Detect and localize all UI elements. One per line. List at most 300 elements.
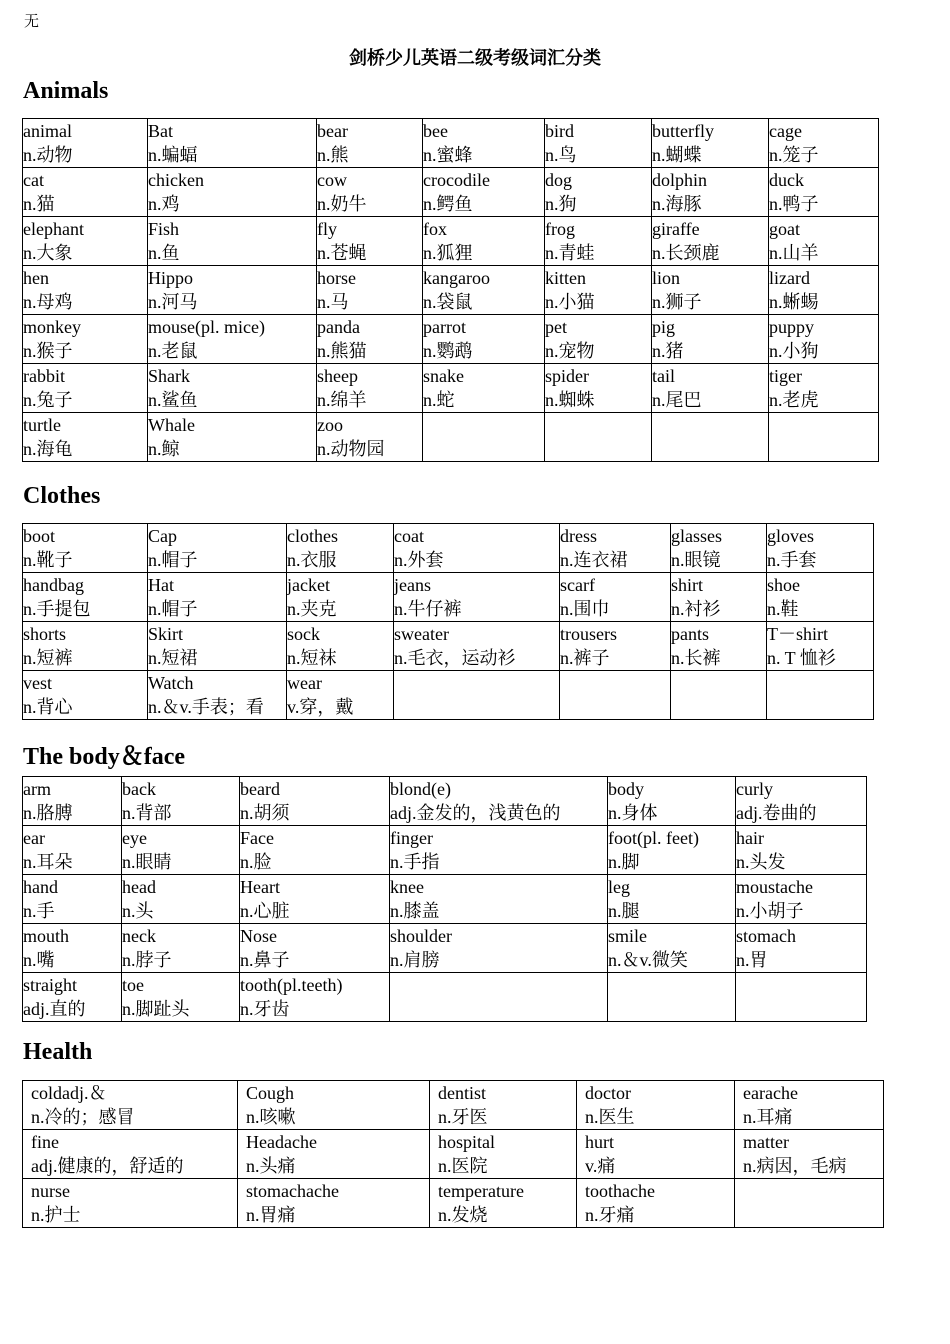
chinese-meaning: n.耳痛 bbox=[743, 1107, 793, 1127]
english-word: blond(e) bbox=[390, 779, 451, 799]
english-word: fly bbox=[317, 219, 337, 239]
chinese-meaning: n.鹦鹉 bbox=[423, 341, 473, 361]
table-row bbox=[23, 622, 874, 671]
vocab-cell bbox=[769, 119, 879, 168]
chinese-meaning: n.肩膀 bbox=[390, 950, 440, 970]
chinese-meaning: v.穿，戴 bbox=[287, 697, 354, 717]
vocab-cell bbox=[423, 119, 545, 168]
vocab-cell bbox=[390, 973, 608, 1022]
vocab-cell bbox=[240, 826, 390, 875]
english-word: parrot bbox=[423, 317, 466, 337]
english-word: hair bbox=[736, 828, 764, 848]
english-word: Nose bbox=[240, 926, 277, 946]
chinese-meaning: n.笼子 bbox=[769, 145, 819, 165]
vocab-cell bbox=[23, 924, 122, 973]
chinese-meaning: n.裤子 bbox=[560, 648, 610, 668]
chinese-meaning: n.尾巴 bbox=[652, 390, 702, 410]
english-word: sheep bbox=[317, 366, 358, 386]
vocab-cell bbox=[240, 924, 390, 973]
english-word: boot bbox=[23, 526, 56, 546]
english-word: bird bbox=[545, 121, 574, 141]
vocab-cell bbox=[390, 924, 608, 973]
table-row bbox=[23, 315, 879, 364]
chinese-meaning: n.手套 bbox=[767, 550, 817, 570]
chinese-meaning: n.鼻子 bbox=[240, 950, 290, 970]
chinese-meaning: n.牛仔裤 bbox=[394, 599, 462, 619]
vocab-cell bbox=[736, 875, 867, 924]
section-heading-clothes: Clothes bbox=[23, 483, 101, 509]
english-word: jacket bbox=[287, 575, 330, 595]
chinese-meaning: n.眼镜 bbox=[671, 550, 721, 570]
chinese-meaning: n.脚趾头 bbox=[122, 999, 190, 1019]
chinese-meaning: n.帽子 bbox=[148, 599, 198, 619]
english-word: kangaroo bbox=[423, 268, 490, 288]
vocab-cell bbox=[122, 973, 240, 1022]
vocab-cell bbox=[608, 973, 736, 1022]
chinese-meaning: n.腿 bbox=[608, 901, 640, 921]
chinese-meaning: n.短袜 bbox=[287, 648, 337, 668]
english-word: frog bbox=[545, 219, 575, 239]
english-word: dolphin bbox=[652, 170, 708, 190]
english-word: crocodile bbox=[423, 170, 490, 190]
english-word: coat bbox=[394, 526, 424, 546]
chinese-meaning: n.母鸡 bbox=[23, 292, 73, 312]
english-word: sock bbox=[287, 624, 320, 644]
chinese-meaning: n.小猫 bbox=[545, 292, 595, 312]
vocab-cell bbox=[394, 671, 560, 720]
chinese-meaning: adj.卷曲的 bbox=[736, 803, 817, 823]
vocab-cell bbox=[430, 1179, 577, 1228]
english-word: arm bbox=[23, 779, 51, 799]
english-word: chicken bbox=[148, 170, 204, 190]
english-word: bee bbox=[423, 121, 448, 141]
chinese-meaning: n.脚 bbox=[608, 852, 640, 872]
vocab-cell bbox=[148, 168, 317, 217]
vocab-cell bbox=[23, 777, 122, 826]
chinese-meaning: v.痛 bbox=[585, 1156, 616, 1176]
chinese-meaning: n.短裤 bbox=[23, 648, 73, 668]
vocab-cell bbox=[767, 524, 874, 573]
chinese-meaning: n.外套 bbox=[394, 550, 444, 570]
english-word: leg bbox=[608, 877, 630, 897]
vocab-cell bbox=[560, 671, 671, 720]
chinese-meaning: n.猪 bbox=[652, 341, 684, 361]
vocab-cell bbox=[769, 266, 879, 315]
english-word: Face bbox=[240, 828, 274, 848]
english-word: curly bbox=[736, 779, 773, 799]
vocab-cell bbox=[23, 1130, 238, 1179]
english-word: lizard bbox=[769, 268, 810, 288]
vocab-cell bbox=[23, 364, 148, 413]
english-word: clothes bbox=[287, 526, 338, 546]
chinese-meaning: n.猴子 bbox=[23, 341, 73, 361]
vocab-cell bbox=[767, 573, 874, 622]
chinese-meaning: n.蛇 bbox=[423, 390, 455, 410]
chinese-meaning: n.鞋 bbox=[767, 599, 799, 619]
chinese-meaning: n.牙痛 bbox=[585, 1205, 635, 1225]
vocab-cell bbox=[240, 875, 390, 924]
english-word: beard bbox=[240, 779, 280, 799]
vocab-cell bbox=[767, 622, 874, 671]
vocab-cell bbox=[122, 875, 240, 924]
vocab-cell bbox=[735, 1081, 884, 1130]
english-word: bear bbox=[317, 121, 348, 141]
vocab-cell bbox=[23, 524, 148, 573]
vocab-cell bbox=[394, 573, 560, 622]
english-word: knee bbox=[390, 877, 424, 897]
english-word: pig bbox=[652, 317, 676, 337]
chinese-meaning: n.身体 bbox=[608, 803, 658, 823]
english-word: coldadj.＆ bbox=[31, 1083, 107, 1103]
vocab-cell bbox=[735, 1130, 884, 1179]
english-word: pet bbox=[545, 317, 567, 337]
english-word: matter bbox=[743, 1132, 789, 1152]
vocab-cell bbox=[23, 875, 122, 924]
english-word: doctor bbox=[585, 1083, 631, 1103]
chinese-meaning: n.胡须 bbox=[240, 803, 290, 823]
chinese-meaning: n.宠物 bbox=[545, 341, 595, 361]
vocab-cell bbox=[652, 266, 769, 315]
chinese-meaning: n.脖子 bbox=[122, 950, 172, 970]
chinese-meaning: n.牙医 bbox=[438, 1107, 488, 1127]
chinese-meaning: n.动物园 bbox=[317, 439, 385, 459]
chinese-meaning: n.河马 bbox=[148, 292, 198, 312]
vocab-cell bbox=[671, 671, 767, 720]
chinese-meaning: n.老鼠 bbox=[148, 341, 198, 361]
chinese-meaning: n.头 bbox=[122, 901, 154, 921]
english-word: vest bbox=[23, 673, 52, 693]
english-word: head bbox=[122, 877, 156, 897]
english-word: turtle bbox=[23, 415, 61, 435]
table-row bbox=[23, 217, 879, 266]
vocab-cell bbox=[390, 777, 608, 826]
english-word: shirt bbox=[671, 575, 704, 595]
english-word: Skirt bbox=[148, 624, 184, 644]
english-word: eye bbox=[122, 828, 147, 848]
chinese-meaning: n.靴子 bbox=[23, 550, 73, 570]
english-word: Cough bbox=[246, 1083, 295, 1103]
english-word: Cap bbox=[148, 526, 177, 546]
english-word: horse bbox=[317, 268, 356, 288]
english-word: toothache bbox=[585, 1181, 655, 1201]
section-heading-animals: Animals bbox=[23, 78, 109, 104]
chinese-meaning: n.熊猫 bbox=[317, 341, 367, 361]
vocab-cell bbox=[652, 315, 769, 364]
chinese-meaning: n.衣服 bbox=[287, 550, 337, 570]
vocab-cell bbox=[287, 573, 394, 622]
vocab-cell bbox=[23, 315, 148, 364]
english-word: Shark bbox=[148, 366, 190, 386]
chinese-meaning: n.手 bbox=[23, 901, 55, 921]
table-row bbox=[23, 266, 879, 315]
vocab-cell bbox=[736, 777, 867, 826]
english-word: lion bbox=[652, 268, 681, 288]
english-word: rabbit bbox=[23, 366, 65, 386]
vocab-cell bbox=[545, 168, 652, 217]
vocab-cell bbox=[608, 924, 736, 973]
english-word: animal bbox=[23, 121, 72, 141]
english-word: glasses bbox=[671, 526, 722, 546]
vocab-cell bbox=[423, 217, 545, 266]
table-row bbox=[23, 168, 879, 217]
table-row bbox=[23, 573, 874, 622]
english-word: Bat bbox=[148, 121, 173, 141]
chinese-meaning: n.胃 bbox=[736, 950, 768, 970]
chinese-meaning: n.蜜蜂 bbox=[423, 145, 473, 165]
vocab-cell bbox=[122, 826, 240, 875]
english-word: pants bbox=[671, 624, 709, 644]
chinese-meaning: n.鸡 bbox=[148, 194, 180, 214]
english-word: nurse bbox=[31, 1181, 70, 1201]
english-word: straight bbox=[23, 975, 77, 995]
vocab-cell bbox=[23, 168, 148, 217]
chinese-meaning: n.病因，毛病 bbox=[743, 1156, 847, 1176]
table-row bbox=[23, 1179, 884, 1228]
vocab-cell bbox=[736, 924, 867, 973]
english-word: dress bbox=[560, 526, 597, 546]
english-word: mouse(pl. mice) bbox=[148, 317, 265, 337]
vocab-cell bbox=[560, 573, 671, 622]
chinese-meaning: n.蜘蛛 bbox=[545, 390, 595, 410]
english-word: gloves bbox=[767, 526, 814, 546]
table-row bbox=[23, 364, 879, 413]
chinese-meaning: n.袋鼠 bbox=[423, 292, 473, 312]
chinese-meaning: n.＆v.手表；看 bbox=[148, 697, 264, 717]
vocab-cell bbox=[671, 524, 767, 573]
vocab-cell bbox=[545, 364, 652, 413]
english-word: temperature bbox=[438, 1181, 524, 1201]
chinese-meaning: n.背部 bbox=[122, 803, 172, 823]
english-word: tooth(pl.teeth) bbox=[240, 975, 343, 995]
chinese-meaning: n.＆v.微笑 bbox=[608, 950, 688, 970]
chinese-meaning: n.心脏 bbox=[240, 901, 290, 921]
vocab-cell bbox=[317, 364, 423, 413]
vocab-cell bbox=[317, 315, 423, 364]
vocab-cell bbox=[769, 168, 879, 217]
english-word: Fish bbox=[148, 219, 180, 239]
vocab-cell bbox=[608, 826, 736, 875]
english-word: Watch bbox=[148, 673, 194, 693]
chinese-meaning: n.咳嗽 bbox=[246, 1107, 296, 1127]
english-word: monkey bbox=[23, 317, 81, 337]
chinese-meaning: n.蜥蜴 bbox=[769, 292, 819, 312]
chinese-meaning: n.蝙蝠 bbox=[148, 145, 198, 165]
english-word: finger bbox=[390, 828, 433, 848]
chinese-meaning: n.鳄鱼 bbox=[423, 194, 473, 214]
chinese-meaning: n.小狗 bbox=[769, 341, 819, 361]
english-word: dog bbox=[545, 170, 572, 190]
english-word: spider bbox=[545, 366, 589, 386]
vocab-cell bbox=[23, 973, 122, 1022]
table-row bbox=[23, 1081, 884, 1130]
chinese-meaning: n.青蛙 bbox=[545, 243, 595, 263]
chinese-meaning: n.眼睛 bbox=[122, 852, 172, 872]
english-word: shoulder bbox=[390, 926, 452, 946]
chinese-meaning: adj.直的 bbox=[23, 999, 86, 1019]
vocab-cell bbox=[317, 119, 423, 168]
chinese-meaning: n.发烧 bbox=[438, 1205, 488, 1225]
vocab-cell bbox=[23, 266, 148, 315]
vocab-table-health bbox=[22, 1080, 884, 1228]
vocab-cell bbox=[735, 1179, 884, 1228]
english-word: duck bbox=[769, 170, 804, 190]
table-row bbox=[23, 413, 879, 462]
table-row bbox=[23, 973, 867, 1022]
english-word: giraffe bbox=[652, 219, 700, 239]
vocab-cell bbox=[423, 413, 545, 462]
chinese-meaning: n.鲨鱼 bbox=[148, 390, 198, 410]
english-word: elephant bbox=[23, 219, 84, 239]
chinese-meaning: n.猫 bbox=[23, 194, 55, 214]
english-word: Heart bbox=[240, 877, 280, 897]
english-word: handbag bbox=[23, 575, 84, 595]
chinese-meaning: n.大象 bbox=[23, 243, 73, 263]
chinese-meaning: n.连衣裙 bbox=[560, 550, 628, 570]
english-word: Hat bbox=[148, 575, 174, 595]
vocab-cell bbox=[238, 1130, 430, 1179]
chinese-meaning: n.长颈鹿 bbox=[652, 243, 720, 263]
vocab-cell bbox=[23, 671, 148, 720]
table-row bbox=[23, 119, 879, 168]
vocab-cell bbox=[23, 573, 148, 622]
chinese-meaning: n.鲸 bbox=[148, 439, 180, 459]
vocab-cell bbox=[423, 315, 545, 364]
english-word: dentist bbox=[438, 1083, 486, 1103]
vocab-cell bbox=[317, 413, 423, 462]
vocab-cell bbox=[148, 217, 317, 266]
english-word: toe bbox=[122, 975, 144, 995]
vocab-cell bbox=[23, 217, 148, 266]
vocab-cell bbox=[23, 1179, 238, 1228]
english-word: Hippo bbox=[148, 268, 193, 288]
english-word: moustache bbox=[736, 877, 813, 897]
vocab-cell bbox=[736, 826, 867, 875]
english-word: fine bbox=[31, 1132, 59, 1152]
chinese-meaning: n.头痛 bbox=[246, 1156, 296, 1176]
english-word: cat bbox=[23, 170, 44, 190]
chinese-meaning: n.鸟 bbox=[545, 145, 577, 165]
chinese-meaning: n.山羊 bbox=[769, 243, 819, 263]
english-word: ear bbox=[23, 828, 45, 848]
vocab-cell bbox=[423, 364, 545, 413]
vocab-cell bbox=[390, 875, 608, 924]
english-word: stomachache bbox=[246, 1181, 339, 1201]
chinese-meaning: n.绵羊 bbox=[317, 390, 367, 410]
vocab-cell bbox=[545, 119, 652, 168]
chinese-meaning: n.苍蝇 bbox=[317, 243, 367, 263]
vocab-cell bbox=[577, 1081, 735, 1130]
english-word: shorts bbox=[23, 624, 67, 644]
chinese-meaning: n.背心 bbox=[23, 697, 73, 717]
english-word: hospital bbox=[438, 1132, 495, 1152]
vocab-cell bbox=[317, 217, 423, 266]
chinese-meaning: n.嘴 bbox=[23, 950, 55, 970]
vocab-table-body-face bbox=[22, 776, 867, 1022]
vocab-cell bbox=[652, 168, 769, 217]
section-heading-body-face: The body＆face bbox=[23, 744, 185, 770]
english-word: foot(pl. feet) bbox=[608, 828, 699, 848]
chinese-meaning: n.衬衫 bbox=[671, 599, 721, 619]
chinese-meaning: n.膝盖 bbox=[390, 901, 440, 921]
english-word: butterfly bbox=[652, 121, 714, 141]
vocab-cell bbox=[652, 413, 769, 462]
chinese-meaning: n.狐狸 bbox=[423, 243, 473, 263]
chinese-meaning: n.海豚 bbox=[652, 194, 702, 214]
chinese-meaning: n.长裤 bbox=[671, 648, 721, 668]
vocab-cell bbox=[23, 1081, 238, 1130]
vocab-cell bbox=[240, 973, 390, 1022]
table-row bbox=[23, 1130, 884, 1179]
vocab-cell bbox=[23, 826, 122, 875]
english-word: panda bbox=[317, 317, 360, 337]
vocab-cell bbox=[652, 119, 769, 168]
vocab-cell bbox=[287, 524, 394, 573]
chinese-meaning: n.手指 bbox=[390, 852, 440, 872]
chinese-meaning: n.小胡子 bbox=[736, 901, 804, 921]
vocab-cell bbox=[148, 413, 317, 462]
english-word: snake bbox=[423, 366, 464, 386]
vocab-cell bbox=[287, 622, 394, 671]
vocab-cell bbox=[238, 1081, 430, 1130]
vocab-cell bbox=[671, 622, 767, 671]
vocab-cell bbox=[430, 1081, 577, 1130]
vocab-cell bbox=[545, 217, 652, 266]
vocab-cell bbox=[23, 622, 148, 671]
document-title: 剑桥少儿英语二级考级词汇分类 bbox=[349, 48, 601, 68]
english-word: scarf bbox=[560, 575, 595, 595]
chinese-meaning: n.蝴蝶 bbox=[652, 145, 702, 165]
vocab-cell bbox=[560, 524, 671, 573]
english-word: trousers bbox=[560, 624, 617, 644]
chinese-meaning: n.鸭子 bbox=[769, 194, 819, 214]
english-word: back bbox=[122, 779, 156, 799]
english-word: mouth bbox=[23, 926, 70, 946]
table-row bbox=[23, 826, 867, 875]
vocab-cell bbox=[23, 413, 148, 462]
vocab-cell bbox=[148, 364, 317, 413]
english-word: jeans bbox=[394, 575, 431, 595]
vocab-cell bbox=[394, 524, 560, 573]
english-word: hand bbox=[23, 877, 58, 897]
chinese-meaning: n.胃痛 bbox=[246, 1205, 296, 1225]
english-word: earache bbox=[743, 1083, 798, 1103]
vocab-cell bbox=[23, 119, 148, 168]
english-word: Whale bbox=[148, 415, 195, 435]
english-word: tail bbox=[652, 366, 675, 386]
chinese-meaning: n.狗 bbox=[545, 194, 577, 214]
vocab-cell bbox=[430, 1130, 577, 1179]
chinese-meaning: adj.健康的，舒适的 bbox=[31, 1156, 184, 1176]
english-word: smile bbox=[608, 926, 647, 946]
english-word: T－shirt bbox=[767, 624, 828, 644]
vocab-cell bbox=[317, 168, 423, 217]
chinese-meaning: n.海龟 bbox=[23, 439, 73, 459]
vocab-cell bbox=[671, 573, 767, 622]
english-word: goat bbox=[769, 219, 800, 239]
vocab-cell bbox=[148, 671, 287, 720]
chinese-meaning: adj.金发的，浅黄色的 bbox=[390, 803, 561, 823]
english-word: stomach bbox=[736, 926, 796, 946]
chinese-meaning: n.围巾 bbox=[560, 599, 610, 619]
english-word: zoo bbox=[317, 415, 343, 435]
chinese-meaning: n.老虎 bbox=[769, 390, 819, 410]
vocab-cell bbox=[769, 217, 879, 266]
chinese-meaning: n.马 bbox=[317, 292, 349, 312]
vocab-cell bbox=[577, 1179, 735, 1228]
vocab-cell bbox=[148, 573, 287, 622]
table-row bbox=[23, 924, 867, 973]
chinese-meaning: n.奶牛 bbox=[317, 194, 367, 214]
